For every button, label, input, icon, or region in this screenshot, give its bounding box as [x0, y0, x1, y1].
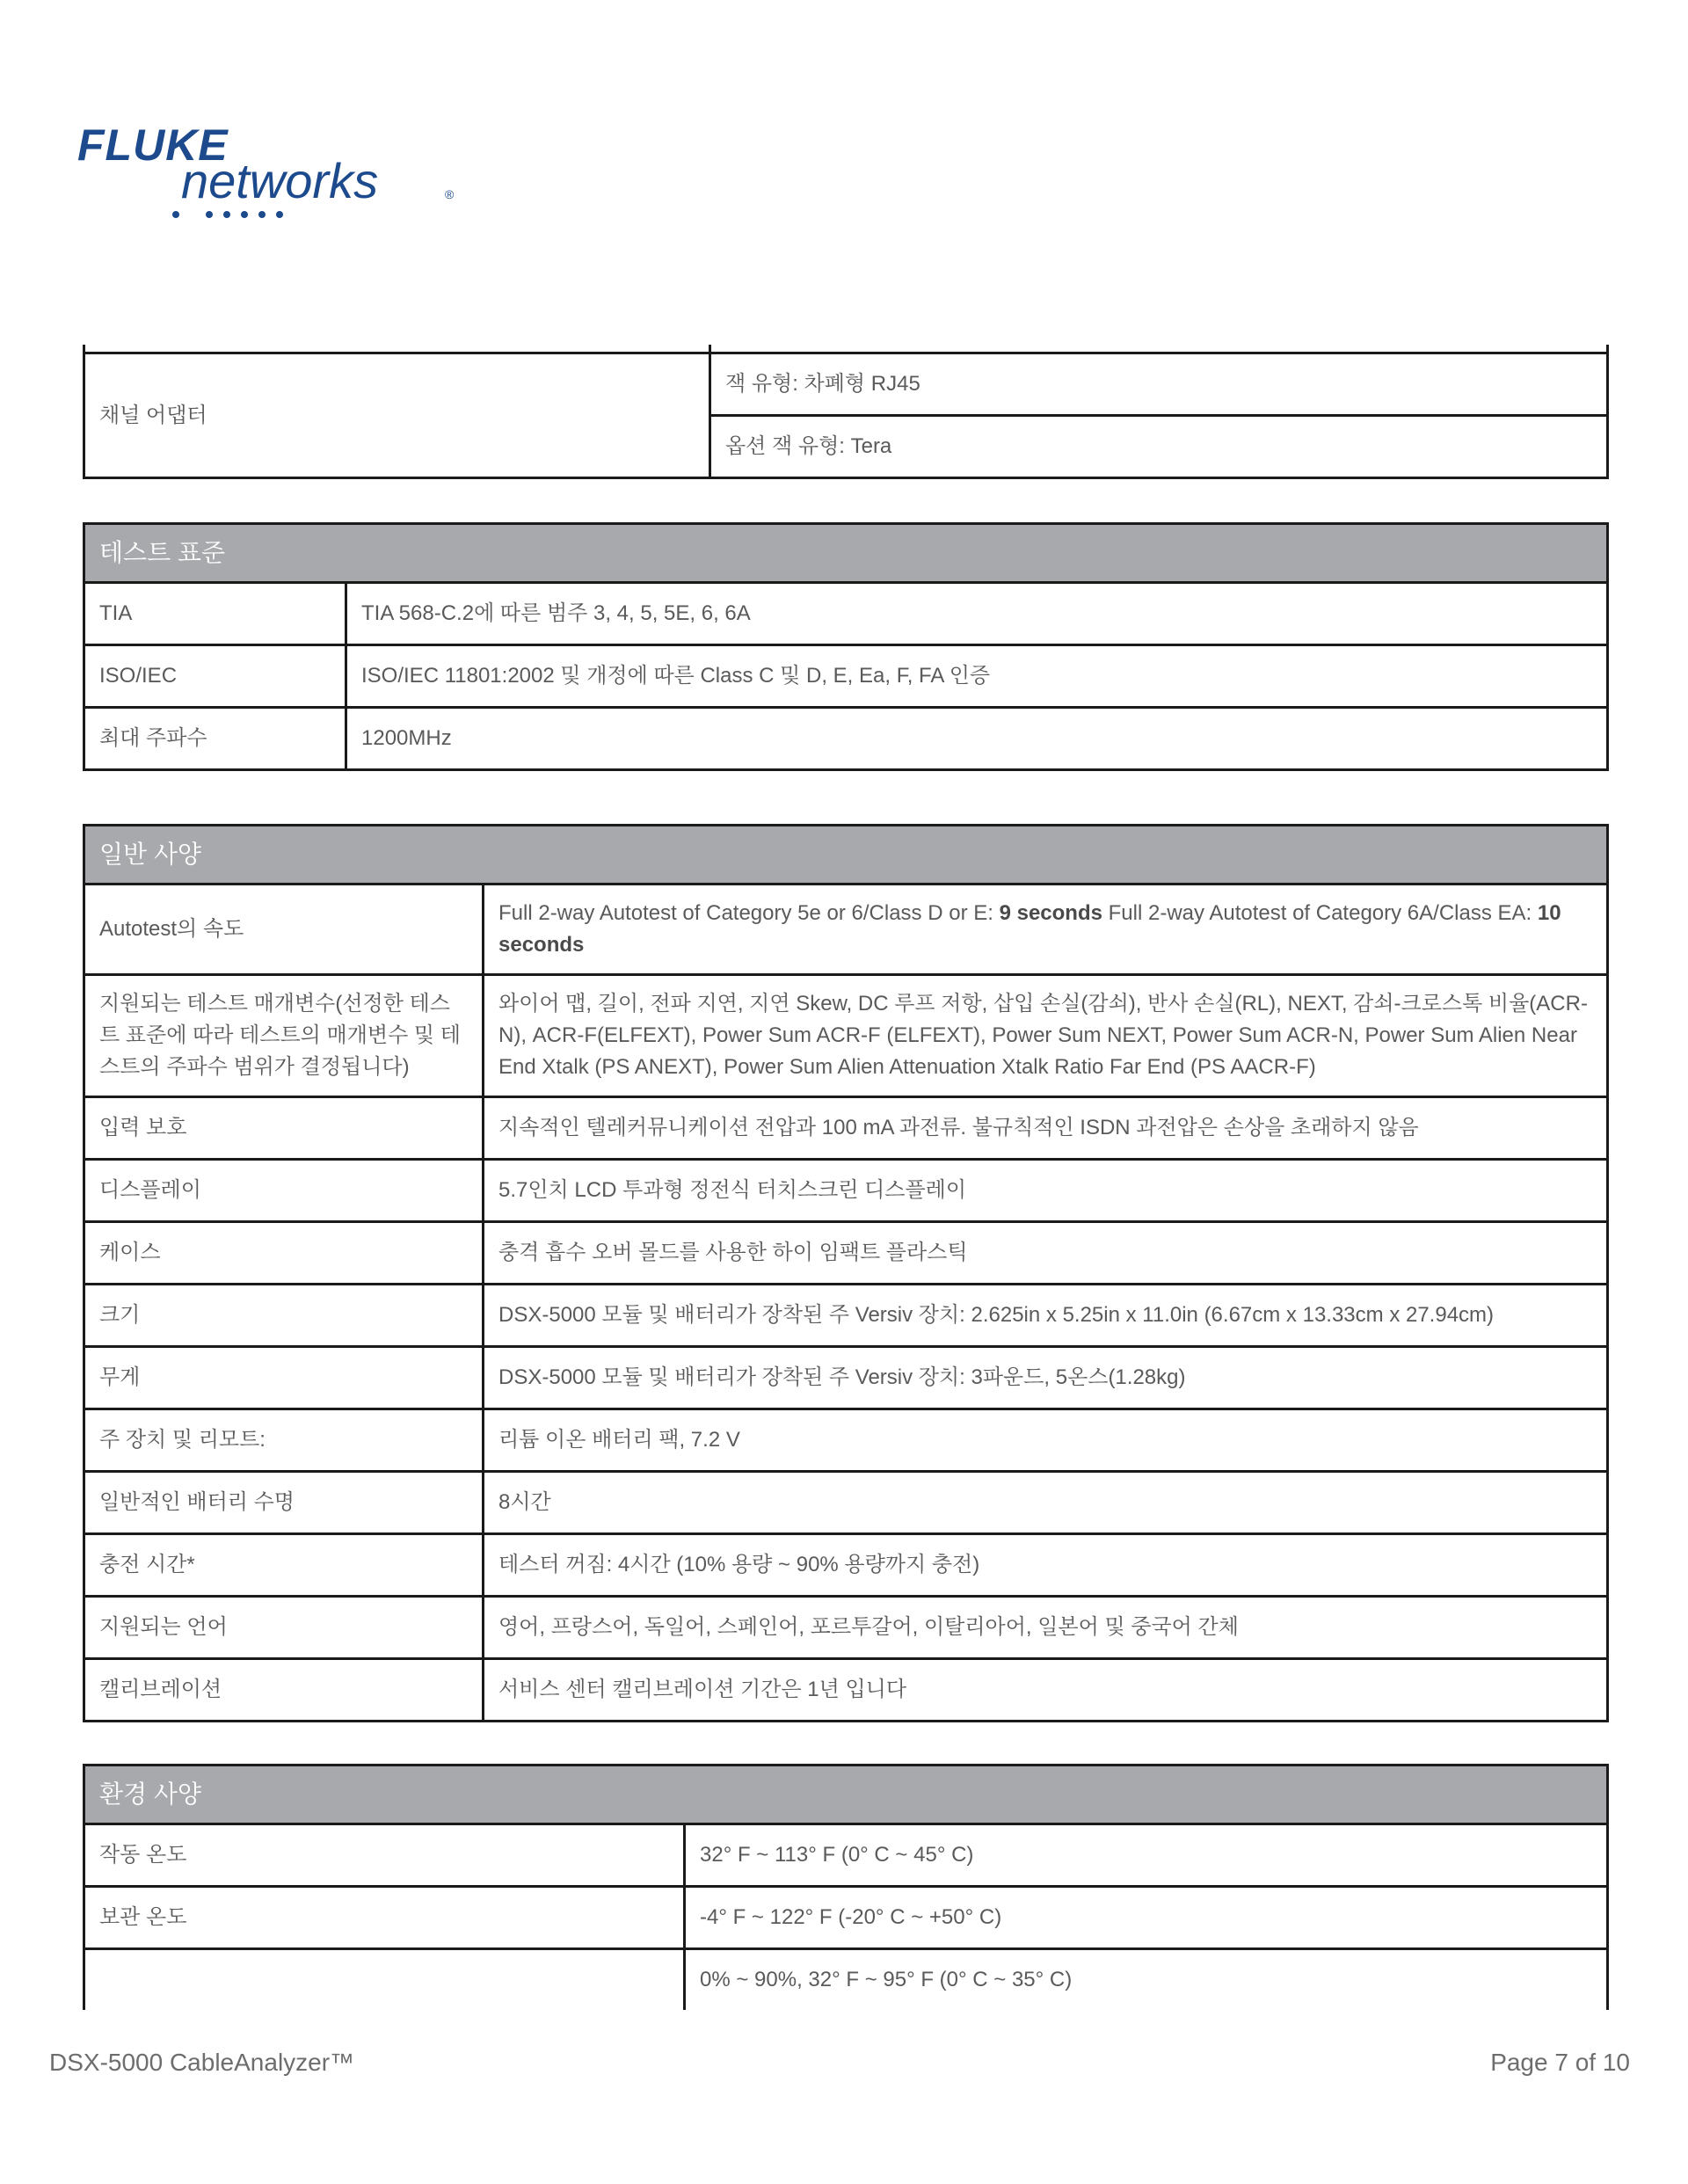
row-value: 충격 흡수 오버 몰드를 사용한 하이 임팩트 플라스틱: [484, 1222, 1608, 1285]
logo-dots-icon: [172, 211, 283, 218]
test-standards-table: [83, 522, 1609, 771]
table-row: [84, 645, 1608, 708]
autotest-text-2: Full 2-way Autotest of Category 6A/Class EA:: [1102, 901, 1538, 925]
row-value: DSX-5000 모듈 및 배터리가 장착된 주 Versiv 장치: 2.625in x 5.25in x 11.0in (6.67cm x 13.33cm x 27.94cm): [484, 1285, 1608, 1347]
row-label: 지원되는 언어: [84, 1597, 484, 1659]
logo-brand-bottom: networks: [181, 153, 379, 208]
table-row: [84, 353, 1608, 416]
row-value: 지속적인 텔레커뮤니케이션 전압과 100 mA 과전류. 불규칙적인 ISDN 과전압은 손상을 초래하지 않음: [484, 1097, 1608, 1160]
row-value: ISO/IEC 11801:2002 및 개정에 따른 Class C 및 D, E, Ea, F, FA 인증: [346, 645, 1608, 708]
table-row: [84, 1097, 1608, 1160]
table-row: [84, 1409, 1608, 1472]
table-row: [84, 1659, 1608, 1722]
environmental-specs-title: 환경 사양: [84, 1765, 1608, 1824]
row-label: 디스플레이: [84, 1160, 484, 1222]
logo-brand-top: FLUKE: [77, 123, 229, 170]
table-row: [84, 1887, 1608, 1949]
row-value: [484, 885, 1608, 975]
row-label: 케이스: [84, 1222, 484, 1285]
table-row: [84, 1949, 1608, 2011]
row-value: 테스터 꺼짐: 4시간 (10% 용량 ~ 90% 용량까지 충전): [484, 1534, 1608, 1597]
row-value: 1200MHz: [346, 708, 1608, 770]
table-row: [84, 708, 1608, 770]
row-value: 영어, 프랑스어, 독일어, 스페인어, 포르투갈어, 이탈리아어, 일본어 및 중국어 간체: [484, 1597, 1608, 1659]
table-continuation-row: [84, 345, 1608, 353]
row-value: 리튬 이온 배터리 팩, 7.2 V: [484, 1409, 1608, 1472]
table-row: [84, 583, 1608, 645]
table-row: [84, 1824, 1608, 1887]
table-row: [84, 1347, 1608, 1409]
row-label: 보관 온도: [84, 1887, 685, 1949]
logo-registered-mark: ®: [445, 187, 455, 201]
row-value: 와이어 맵, 길이, 전파 지연, 지연 Skew, DC 루프 저항, 삽입 손실(감쇠), 반사 손실(RL), NEXT, 감쇠-크로스톡 비율(ACR-N), ACR-F(ELFEXT), Power Sum ACR-F (ELFEXT), Power Sum NEXT, Power Sum ACR-N, Power Sum Alien Near End Xtalk (PS ANEXT), Power Sum Alien Attenuation Xtalk Ratio Far End (PS AACR-F): [484, 975, 1608, 1097]
table-row: [84, 1534, 1608, 1597]
row-value: 32° F ~ 113° F (0° C ~ 45° C): [685, 1824, 1608, 1887]
row-label: 작동 온도: [84, 1824, 685, 1887]
row-label: [84, 1949, 685, 2011]
table-row: [84, 975, 1608, 1097]
environmental-specs-table: [83, 1764, 1609, 2010]
table-row: [84, 1222, 1608, 1285]
table-row: [84, 885, 1608, 975]
row-value: -4° F ~ 122° F (-20° C ~ +50° C): [685, 1887, 1608, 1949]
fluke-networks-logo: [77, 123, 464, 220]
row-label: 무게: [84, 1347, 484, 1409]
channel-adapter-table: [83, 345, 1609, 479]
jack-type-value: 잭 유형: 차폐형 RJ45: [710, 353, 1608, 416]
row-label: 지원되는 테스트 매개변수(선정한 테스트 표준에 따라 테스트의 매개변수 및 테스트의 주파수 범위가 결정됩니다): [84, 975, 484, 1097]
autotest-bold-1: 9 seconds: [999, 901, 1102, 925]
channel-adapter-label: 채널 어댑터: [84, 353, 710, 478]
row-value: DSX-5000 모듈 및 배터리가 장착된 주 Versiv 장치: 3파운드, 5온스(1.28kg): [484, 1347, 1608, 1409]
row-label: Autotest의 속도: [84, 885, 484, 975]
row-label: 크기: [84, 1285, 484, 1347]
row-value: 서비스 센터 캘리브레이션 기간은 1년 입니다: [484, 1659, 1608, 1722]
row-value: 0% ~ 90%, 32° F ~ 95° F (0° C ~ 35° C): [685, 1949, 1608, 2011]
table-row: [84, 1472, 1608, 1534]
row-label: 최대 주파수: [84, 708, 346, 770]
row-label: 일반적인 배터리 수명: [84, 1472, 484, 1534]
table-row: [84, 1285, 1608, 1347]
row-label: 주 장치 및 리모트:: [84, 1409, 484, 1472]
row-value: 5.7인치 LCD 투과형 정전식 터치스크린 디스플레이: [484, 1160, 1608, 1222]
footer-page-number: Page 7 of 10: [1490, 2049, 1630, 2076]
row-label: 충전 시간*: [84, 1534, 484, 1597]
autotest-bold-2: 10 seconds: [498, 901, 1561, 957]
row-label: ISO/IEC: [84, 645, 346, 708]
row-label: 캘리브레이션: [84, 1659, 484, 1722]
row-label: 입력 보호: [84, 1097, 484, 1160]
table-row: [84, 1160, 1608, 1222]
row-value: TIA 568-C.2에 따른 범주 3, 4, 5, 5E, 6, 6A: [346, 583, 1608, 645]
table-row: [84, 1597, 1608, 1659]
optional-jack-type-value: 옵션 잭 유형: Tera: [710, 416, 1608, 478]
footer-product-name: DSX-5000 CableAnalyzer™: [49, 2049, 355, 2076]
autotest-text-1: Full 2-way Autotest of Category 5e or 6/Class D or E:: [498, 901, 1000, 925]
row-value: 8시간: [484, 1472, 1608, 1534]
general-specs-title: 일반 사양: [84, 826, 1608, 885]
general-specs-table: [83, 824, 1609, 1722]
test-standards-title: 테스트 표준: [84, 524, 1608, 583]
row-label: TIA: [84, 583, 346, 645]
